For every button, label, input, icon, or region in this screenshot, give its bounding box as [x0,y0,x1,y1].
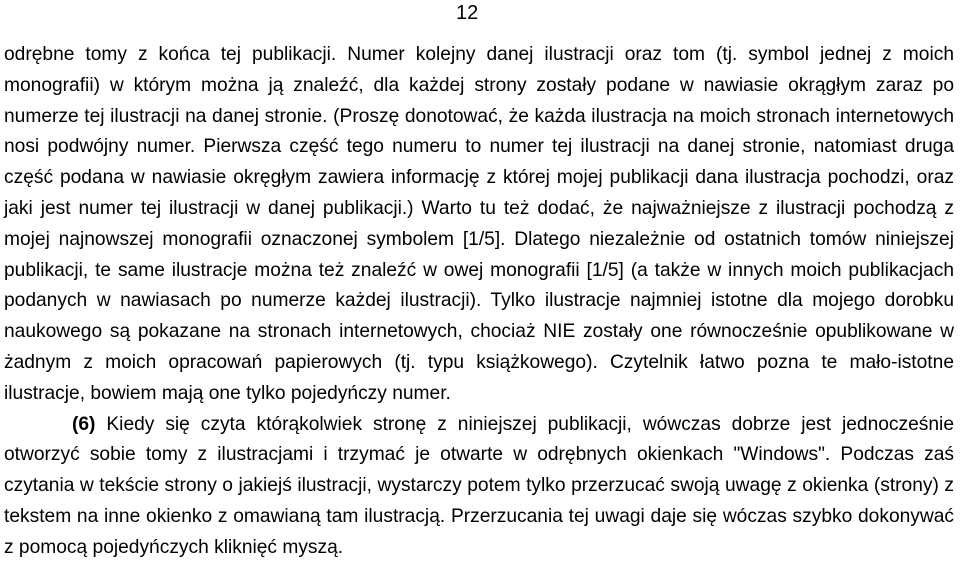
paragraph-reading-tip-text: Kiedy się czyta którąkolwiek stronę z niniejszej publikacji, wówczas dobrze jest jednocześnie otworzyć sobie tomy z ilustracjami i trzymać je otwarte w odrębnych okienkach "Windows". Podczas zaś czytania w tekście strony o jakiejś ilustracji, wystarczy potem tylko przerzucać swoją uwagę z okienka (strony) z tekstem na inne okienko z omawianą tam ilustracją. Przerzucania tej uwagi daje się wóczas szybko dokonywać z pomocą pojedyńczych kliknięć myszą. [4,413,954,558]
paragraph-marker: (6) [72,413,96,435]
page-number: 12 [456,2,479,24]
paragraph-illustration-numbering: odrębne tomy z końca tej publikacji. Numer kolejny danej ilustracji oraz tom (tj. symbol jednej z moich monografii) w którym można ją znaleźć, dla każdej strony zostały podane w nawiasie okrągłym zaraz po numerze tej ilustracji na danej stronie. (Proszę donotować, że każda ilustracja na moich stronach internetowych nosi podwójny numer. Pierwsza część tego numeru to numer tej ilustracji na danej stronie, natomiast druga część podana w nawiasie okręgłym zawiera informację z której mojej publikacji dana ilustracja pochodzi, oraz jaki jest numer tej ilustracji w danej publikacji.) Warto tu też dodać, że najważniejsze z ilustracji pochodzą z mojej najnowszej monografii oznaczonej symbolem [1/5]. Dlatego niezależnie od ostatnich tomów niniejszej publikacji, te same ilustracje można też znaleźć w owej monografii [1/5] (a także w innych moich publikacjach podanych w nawiasach po numerze każdej ilustracji). Tylko ilustracje najmniej istotne dla mojego dorobku naukowego są pokazane na stronach internetowych, chociaż NIE zostały one równocześnie opublikowane w żadnym z moich opracowań papierowych (tj. typu książkowego). Czytelnik łatwo pozna te mało-istotne ilustracje, bowiem mają one tylko pojedyńczy numer. [4,44,954,404]
paragraph-reading-tip [4,410,954,564]
document-body [4,40,954,564]
